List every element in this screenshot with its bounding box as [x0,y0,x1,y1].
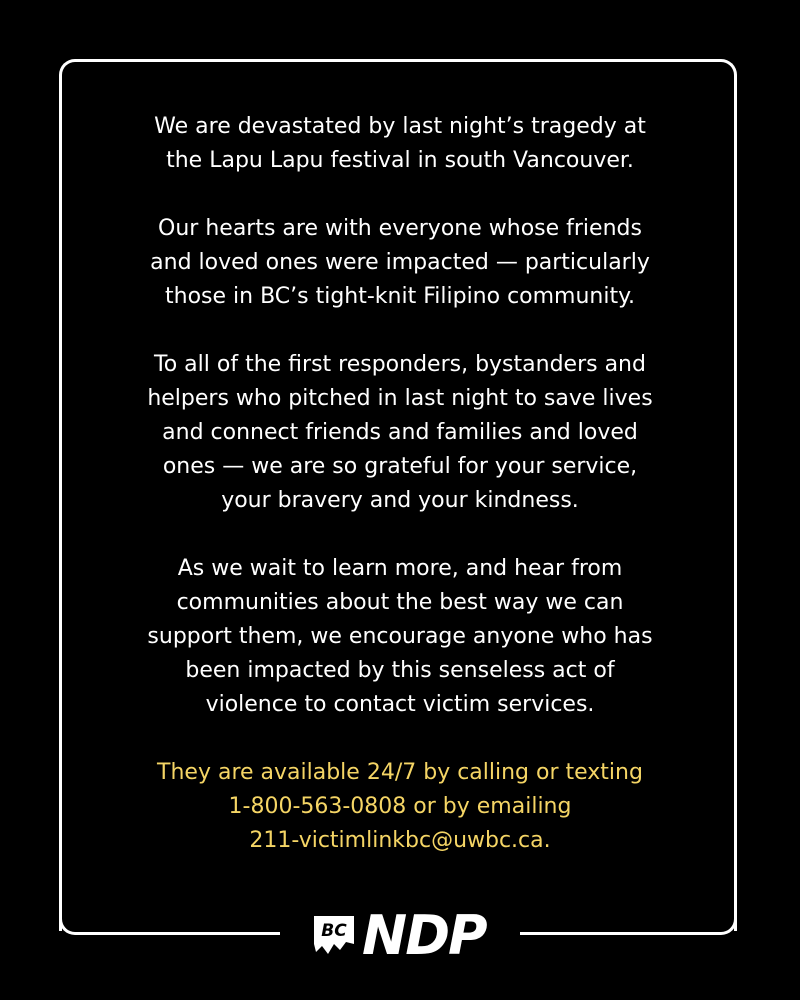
logo-bc-text: BC [321,921,347,941]
card-border-corner-right [697,895,737,935]
text-line: violence to contact victim services. [205,692,595,717]
text-line: support them, we encourage anyone who has [147,624,653,649]
bc-ndp-logo [308,904,492,967]
text-line: Our hearts are with everyone whose friends [158,216,642,241]
text-line: the Lapu Lapu festival in south Vancouver. [166,148,634,173]
text-line: We are devastated by last night’s tragedy at [154,114,646,139]
statement-text [90,110,710,892]
text-line: those in BC’s tight-knit Filipino community. [165,284,635,309]
text-line: As we wait to learn more, and hear from [177,556,623,581]
text-line: communities about the best way we can [176,590,624,615]
bc-province-shape-icon [308,914,360,962]
logo-ndp-text: NDP [362,904,486,967]
email-address-line: 211-victimlinkbc@uwbc.ca. [249,828,551,853]
text-line: and connect friends and families and loved [162,420,638,445]
card-border-bottom-right [520,932,698,935]
paragraph-victim-services [90,552,710,722]
paragraph-contact-info [90,756,710,858]
text-line: ones — we are so grateful for your service, [162,454,638,479]
text-line: They are available 24/7 by calling or texting [157,760,643,785]
text-line: your bravery and your kindness. [221,488,579,513]
paragraph-tragedy [90,110,710,178]
phone-number-line: 1-800-563-0808 or by emailing [228,794,572,819]
card-border-bottom-left [98,932,280,935]
text-line: and loved ones were impacted — particularly [150,250,650,275]
text-line: To all of the first responders, bystanders and [154,352,646,377]
text-line: helpers who pitched in last night to save lives [147,386,653,411]
card-border-corner-left [59,895,99,935]
text-line: been impacted by this senseless act of [185,658,615,683]
paragraph-responders [90,348,710,518]
paragraph-hearts [90,212,710,314]
